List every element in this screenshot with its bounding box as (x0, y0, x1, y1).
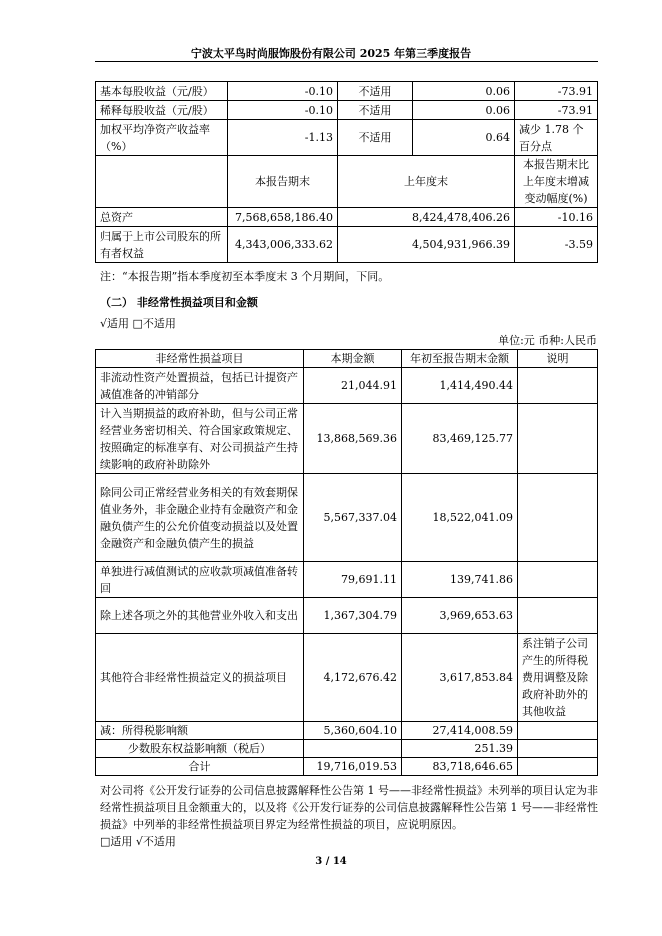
item-label: 其他符合非经常性损益定义的损益项目 (96, 634, 304, 722)
financial-indicators-table (95, 81, 598, 263)
cell-value: 83,718,646.65 (402, 758, 518, 776)
cell-value: 7,568,658,186.40 (228, 208, 338, 227)
cell-value: 1,367,304.79 (304, 598, 402, 634)
table-row (96, 368, 598, 404)
item-label: 非流动性资产处置损益，包括已计提资产减值准备的冲销部分 (96, 368, 304, 404)
cell-value: 0.64 (413, 120, 515, 156)
cell-note: 系注销子公司产生的所得税费用调整及除政府补助外的其他收益 (518, 634, 598, 722)
table-row (96, 101, 598, 120)
row-label: 归属于上市公司股东的所有者权益 (96, 227, 228, 263)
column-header: 本期金额 (304, 350, 402, 368)
cell-value: 21,044.91 (304, 368, 402, 404)
item-label: 合计 (96, 758, 304, 776)
row-label: 基本每股收益（元/股） (96, 82, 228, 101)
item-label: 单独进行减值测试的应收款项减值准备转回 (96, 562, 304, 598)
cell-value: 4,343,006,333.62 (228, 227, 338, 263)
item-label: 减：所得税影响额 (96, 722, 304, 740)
cell-value: 不适用 (338, 120, 413, 156)
table-row (96, 227, 598, 263)
non-recurring-items-table (95, 349, 598, 776)
table-row (96, 208, 598, 227)
row-label: 加权平均净资产收益率（%） (96, 120, 228, 156)
cell-value: 4,172,676.42 (304, 634, 402, 722)
cell-value: -73.91 (515, 82, 598, 101)
table-row (96, 722, 598, 740)
cell-value: 139,741.86 (402, 562, 518, 598)
column-header: 本报告期末 (228, 156, 338, 208)
applicability-checkbox-2: □适用 √不适用 (100, 835, 176, 848)
row-label: 稀释每股收益（元/股） (96, 101, 228, 120)
cell-value: 13,868,569.36 (304, 404, 402, 474)
cell-value: 5,360,604.10 (304, 722, 402, 740)
table-row (96, 120, 598, 156)
cell-value: 3,969,653.63 (402, 598, 518, 634)
report-header: 宁波太平鸟时尚服饰股份有限公司 2025 年第三季度报告 (190, 47, 472, 60)
table-footnote: 注：“本报告期”指本季度初至本季度末 3 个月期间，下同。 (100, 270, 390, 283)
explanation-paragraph: 对公司将《公开发行证券的公司信息披露解释性公告第 1 号——非经常性损益》未列举的项目认定为非经常性损益项目且金额重大的，以及将《公开发行证券的公司信息披露解释性公告第 1 号——非经常性损益》中列举的非经常性损益项目界定为经常性损益的项目，应说明原因。 (100, 784, 598, 831)
cell-value: 83,469,125.77 (402, 404, 518, 474)
cell-value: 1,414,490.44 (402, 368, 518, 404)
table-row (96, 82, 598, 101)
cell-note (518, 474, 598, 562)
table-header-row (96, 156, 598, 208)
cell-value: 19,716,019.53 (304, 758, 402, 776)
cell-value: -1.13 (228, 120, 338, 156)
cell-value: 5,567,337.04 (304, 474, 402, 562)
cell-value: 8,424,478,406.26 (338, 208, 515, 227)
item-label: 少数股东权益影响额（税后） (96, 740, 304, 758)
cell-value: 0.06 (413, 82, 515, 101)
table-header-row (96, 350, 598, 368)
cell-value: 27,414,008.59 (402, 722, 518, 740)
cell-value: -0.10 (228, 101, 338, 120)
table-row (96, 474, 598, 562)
table-row (96, 598, 598, 634)
cell-value: 3,617,853.84 (402, 634, 518, 722)
table-row (96, 562, 598, 598)
column-header: 非经常性损益项目 (96, 350, 304, 368)
cell-value: 减少 1.78 个百分点 (515, 120, 598, 156)
section-title: （二） 非经常性损益项目和金额 (100, 296, 258, 309)
page-number: 3 / 14 (315, 856, 347, 867)
cell-note (518, 758, 598, 776)
cell-value: 79,691.11 (304, 562, 402, 598)
table-row (96, 634, 598, 722)
cell-note (518, 368, 598, 404)
cell-value: 不适用 (338, 82, 413, 101)
cell-value: 0.06 (413, 101, 515, 120)
cell-value: 4,504,931,966.39 (338, 227, 515, 263)
cell-value (304, 740, 402, 758)
item-label: 计入当期损益的政府补助，但与公司正常经营业务密切相关、符合国家政策规定、按照确定的标准享有、对公司损益产生持续影响的政府补助除外 (96, 404, 304, 474)
cell-note (518, 740, 598, 758)
empty-cell (96, 156, 228, 208)
column-header: 说明 (518, 350, 598, 368)
cell-note (518, 562, 598, 598)
column-header: 上年度末 (338, 156, 515, 208)
cell-value: -3.59 (515, 227, 598, 263)
cell-value: -10.16 (515, 208, 598, 227)
unit-currency-label: 单位:元 币种:人民币 (498, 334, 597, 347)
cell-value: -73.91 (515, 101, 598, 120)
column-header: 本报告期末比上年度末增减变动幅度(%) (515, 156, 598, 208)
table-row (96, 740, 598, 758)
column-header: 年初至报告期末金额 (402, 350, 518, 368)
table-row (96, 404, 598, 474)
applicability-checkbox: √适用 □不适用 (100, 317, 176, 330)
cell-value: 251.39 (402, 740, 518, 758)
row-label: 总资产 (96, 208, 228, 227)
cell-note (518, 722, 598, 740)
cell-value: -0.10 (228, 82, 338, 101)
cell-value: 18,522,041.09 (402, 474, 518, 562)
item-label: 除上述各项之外的其他营业外收入和支出 (96, 598, 304, 634)
table-total-row (96, 758, 598, 776)
item-label: 除同公司正常经营业务相关的有效套期保值业务外，非金融企业持有金融资产和金融负债产生的公允价值变动损益以及处置金融资产和金融负债产生的损益 (96, 474, 304, 562)
cell-value: 不适用 (338, 101, 413, 120)
cell-note (518, 404, 598, 474)
header-divider (95, 61, 598, 62)
cell-note (518, 598, 598, 634)
